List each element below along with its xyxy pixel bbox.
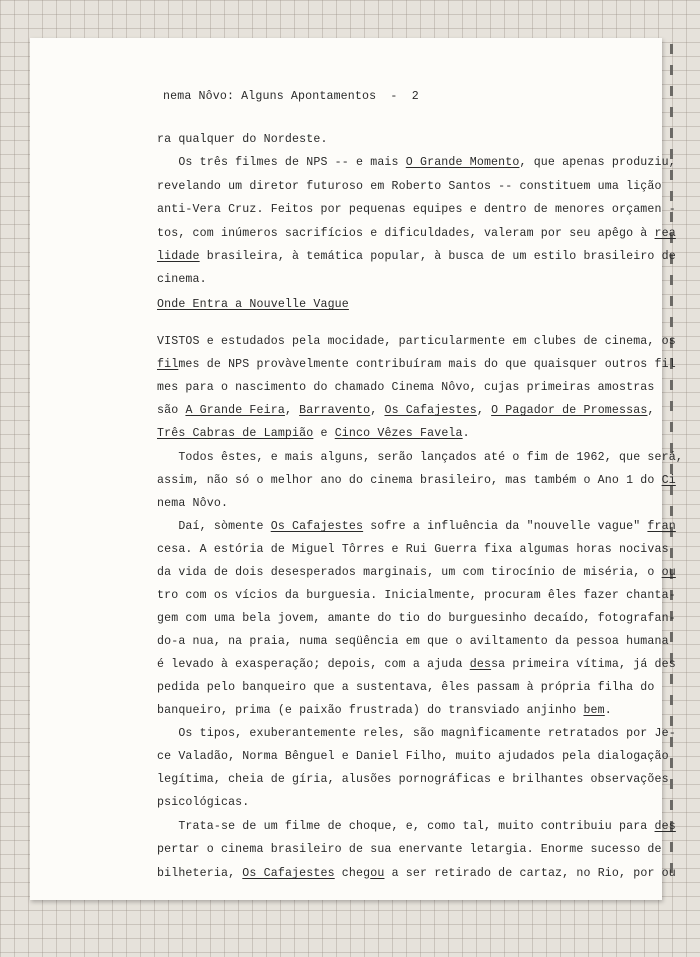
text-line: bilheteria, Os Cafajestes chegou a ser retirado de cartaz, no Rio, por ou <box>157 867 676 880</box>
binder-mark <box>670 506 673 516</box>
binder-mark <box>670 170 673 180</box>
text-line: ra qualquer do Nordeste. <box>157 133 328 146</box>
text-line: ce Valadão, Norma Bênguel e Daniel Filho, muito ajudados pela dialogação <box>157 750 669 763</box>
text-line: Três Cabras de Lampião e Cinco Vêzes Favela. <box>157 427 470 440</box>
text-line: cesa. A estória de Miguel Tôrres e Rui Guerra fixa algumas horas nocivas <box>157 543 669 556</box>
text-line: da vida de dois desesperados marginais, um com tirocínio de miséria, o ou <box>157 566 676 579</box>
binder-mark <box>670 779 673 789</box>
binder-mark <box>670 695 673 705</box>
binder-mark <box>670 128 673 138</box>
text-line: VISTOS e estudados pela mocidade, particularmente em clubes de cinema, os <box>157 335 676 348</box>
binder-mark <box>670 191 673 201</box>
binder-mark <box>670 758 673 768</box>
text-line: Trata-se de um filme de choque, e, como tal, muito contribuiu para des <box>157 820 676 833</box>
text-line: legítima, cheia de gíria, alusões pornográficas e brilhantes observações <box>157 773 669 786</box>
binder-mark <box>670 401 673 411</box>
binder-mark <box>670 296 673 306</box>
binder-mark <box>670 548 673 558</box>
binder-mark <box>670 86 673 96</box>
text-line: gem com uma bela jovem, amante do tio do burguesinho decaído, fotografan- <box>157 612 676 625</box>
text-line: tro com os vícios da burguesia. Inicialmente, procuram êles fazer chanta- <box>157 589 676 602</box>
text-line: assim, não só o melhor ano do cinema brasileiro, mas também o Ano 1 do Ci <box>157 474 676 487</box>
binder-mark <box>670 632 673 642</box>
binder-mark <box>670 317 673 327</box>
text-line: do-a nua, na praia, numa seqüência em que o aviltamento da pessoa humana <box>157 635 669 648</box>
binder-mark <box>670 422 673 432</box>
text-line: Os tipos, exuberantemente reles, são magnìficamente retratados por Je- <box>157 727 676 740</box>
text-line: revelando um diretor futuroso em Roberto Santos -- constituem uma lição <box>157 180 662 193</box>
text-line: Os três filmes de NPS -- e mais O Grande Momento, que apenas produziu, <box>157 156 676 169</box>
binder-mark <box>670 716 673 726</box>
text-line: filmes de NPS provàvelmente contribuíram mais do que quaisquer outros fil <box>157 358 676 371</box>
binder-mark <box>670 464 673 474</box>
binder-mark <box>670 65 673 75</box>
text-line: Daí, sòmente Os Cafajestes sofre a influência da "nouvelle vague" fran <box>157 520 676 533</box>
binder-mark <box>670 800 673 810</box>
text-line: psicológicas. <box>157 796 250 809</box>
text-line: pertar o cinema brasileiro de sua enervante letargia. Enorme sucesso de <box>157 843 662 856</box>
text-line: nema Nôvo. <box>157 497 229 510</box>
text-line: mes para o nascimento do chamado Cinema Nôvo, cujas primeiras amostras <box>157 381 655 394</box>
text-line: anti-Vera Cruz. Feitos por pequenas equipes e dentro de menores orçamen - <box>157 203 676 216</box>
binder-mark <box>670 674 673 684</box>
binder-mark <box>670 380 673 390</box>
text-line: são A Grande Feira, Barravento, Os Cafajestes, O Pagador de Promessas, <box>157 404 655 417</box>
page-header: nema Nôvo: Alguns Apontamentos - 2 <box>163 90 419 103</box>
text-line: cinema. <box>157 273 207 286</box>
binder-mark <box>670 107 673 117</box>
text-line: pedida pelo banqueiro que a sustentava, êles passam à própria filha do <box>157 681 655 694</box>
binder-mark <box>670 44 673 54</box>
binder-mark <box>670 842 673 852</box>
text-line: lidade brasileira, à temática popular, à busca de um estilo brasileiro de <box>157 250 676 263</box>
text-line: Todos êstes, e mais alguns, serão lançados até o fim de 1962, que será, <box>157 451 683 464</box>
binder-mark <box>670 275 673 285</box>
text-line: tos, com inúmeros sacrifícios e dificuldades, valeram por seu apêgo à rea <box>157 227 676 240</box>
text-line: banqueiro, prima (e paixão frustrada) do transviado anjinho bem. <box>157 704 612 717</box>
section-heading: Onde Entra a Nouvelle Vague <box>157 298 349 311</box>
text-line: é levado à exasperação; depois, com a ajuda dessa primeira vítima, já des <box>157 658 676 671</box>
